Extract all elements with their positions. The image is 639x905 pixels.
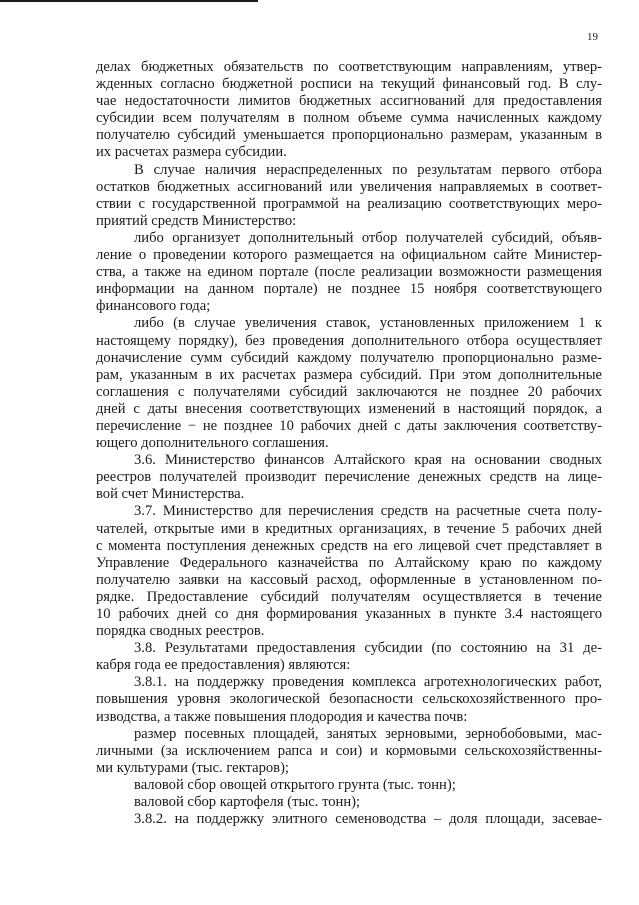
text-line: размер посевных площадей, занятых зерновыми, зернобобовыми, мас-: [134, 725, 602, 742]
text-line: повышения уровня экологической безопасности сельскохозяйственного про-: [96, 691, 602, 708]
page-number: 19: [587, 31, 598, 43]
text-line: 3.8. Результатами предоставления субсидии (по состоянию на 31 де-: [134, 640, 602, 657]
text-line: 3.8.2. на поддержку элитного семеноводства – доля площади, засевае-: [134, 811, 602, 828]
text-line: ствии с государственной программой на реализацию соответствующих меро-: [96, 195, 602, 212]
text-line: ление о проведении которого размещается на официальном сайте Министер-: [96, 247, 602, 264]
text-line: информации на данном портале) не позднее 15 ноября соответствующего: [96, 281, 602, 298]
text-line: либо (в случае увеличения ставок, установленных приложением 1 к: [134, 315, 602, 332]
text-line: 3.6. Министерство финансов Алтайского края на основании сводных: [134, 452, 602, 469]
text-line: 3.8.1. на поддержку проведения комплекса агротехнологических работ,: [134, 674, 602, 691]
text-line: приятий средств Министерство:: [96, 212, 297, 229]
text-line: порядка сводных реестров.: [96, 623, 265, 640]
text-line: дней с даты внесения соответствующих изменений в настоящий порядок, а: [96, 400, 602, 417]
text-line: валовой сбор картофеля (тыс. тонн);: [134, 794, 361, 811]
text-line: личными (за исключением рапса и сои) и кормовыми сельскохозяйственны-: [96, 742, 602, 759]
text-line: перечисление − не позднее 10 рабочих дней с даты заключения соответству-: [96, 417, 602, 434]
text-line: чателей, открытые ими в кредитных организациях, в течение 5 рабочих дней: [96, 520, 602, 537]
text-line: ства, а также на едином портале (после реализации возможности размещения: [96, 264, 602, 281]
text-line: рядке. Предоставление субсидий получателям осуществляется в течение: [96, 588, 602, 605]
text-line: их расчетах размера субсидии.: [96, 144, 287, 161]
text-line: рам, указанным в их расчетах размера субсидий. При этом дополнительные: [96, 366, 602, 383]
text-line: либо организует дополнительный отбор получателей субсидий, объяв-: [134, 229, 602, 246]
text-line: 3.7. Министерство для перечисления средств на расчетные счета полу-: [134, 503, 602, 520]
text-line: реестров получателей производит перечисление денежных средств на лице-: [96, 469, 602, 486]
text-line: финансового года;: [96, 298, 211, 315]
text-line: жденных согласно бюджетной росписи на текущий финансовый год. В слу-: [96, 76, 602, 93]
text-line: валовой сбор овощей открытого грунта (тыс. тонн);: [134, 776, 456, 793]
text-line: с момента поступления денежных средств на его лицевой счет представляет в: [96, 537, 602, 554]
text-line: доначисление сумм субсидий каждому получателю пропорционально разме-: [96, 349, 602, 366]
text-line: остатков бюджетных ассигнований или увеличения направляемых в соответ-: [96, 178, 602, 195]
text-line: делах бюджетных обязательств по соответствующим направлениям, утвер-: [96, 59, 602, 75]
scan-edge-line: [0, 0, 258, 2]
text-line: кабря года ее предоставления) являются:: [96, 657, 351, 674]
text-line: Управление Федерального казначейства по Алтайскому краю по каждому: [96, 554, 602, 571]
text-line: получателю заявки на кассовый расход, оформленные в установленном по-: [96, 571, 602, 588]
text-line: получателю субсидий уменьшается пропорционально размерам, указанным в: [96, 127, 602, 144]
text-line: 10 рабочих дней со дня формирования указанных в пункте 3.4 настоящего: [96, 606, 602, 622]
text-line: соглашения с получателями субсидий заключаются не позднее 20 рабочих: [96, 383, 602, 400]
text-line: изводства, а также повышения плодородия и качества почв:: [96, 708, 468, 725]
text-line: субсидии всем получателям в полном объеме сумма начисленных каждому: [96, 110, 602, 127]
text-line: В случае наличия нераспределенных по результатам первого отбора: [134, 161, 602, 178]
text-line: ющего дополнительного соглашения.: [96, 435, 329, 452]
document-body: [96, 59, 602, 828]
text-line: ми культурами (тыс. гектаров);: [96, 759, 289, 776]
text-line: настоящему порядку), без проведения дополнительного отбора осуществляет: [96, 332, 602, 349]
text-line: вой счет Министерства.: [96, 486, 245, 503]
text-line: чае недостаточности лимитов бюджетных ассигнований для предоставления: [96, 93, 602, 110]
